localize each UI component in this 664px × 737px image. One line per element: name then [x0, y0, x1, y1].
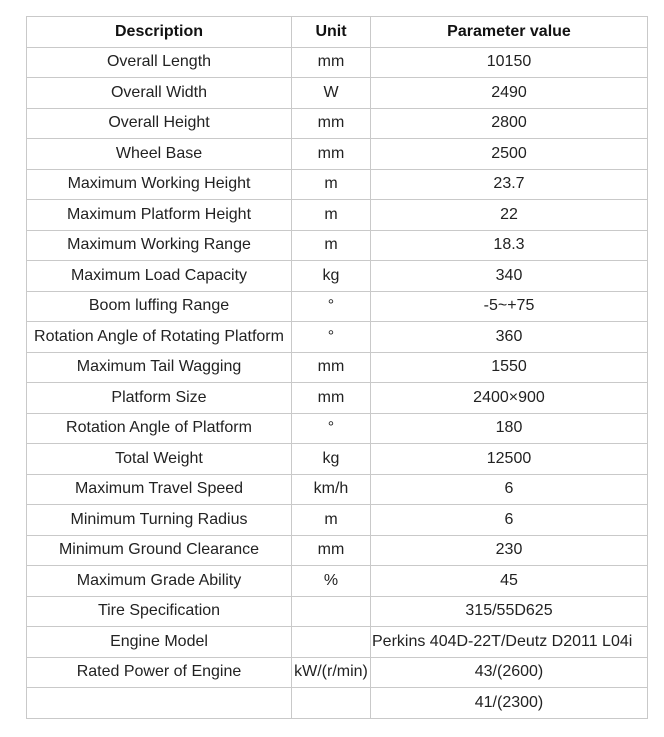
unit-cell: mm	[292, 535, 371, 566]
unit-cell: °	[292, 291, 371, 322]
description-cell: Total Weight	[27, 444, 292, 475]
table-row	[27, 322, 648, 353]
table-row	[27, 383, 648, 414]
value-cell: 2400×900	[371, 383, 648, 414]
table-header-row	[27, 17, 648, 48]
value-cell: 230	[371, 535, 648, 566]
value-cell: 43/(2600)	[371, 657, 648, 688]
value-cell: 12500	[371, 444, 648, 475]
unit-cell: km/h	[292, 474, 371, 505]
description-cell: Maximum Load Capacity	[27, 261, 292, 292]
table-row	[27, 108, 648, 139]
unit-cell: mm	[292, 108, 371, 139]
description-cell: Platform Size	[27, 383, 292, 414]
unit-cell: °	[292, 322, 371, 353]
description-cell: Maximum Travel Speed	[27, 474, 292, 505]
value-cell: 340	[371, 261, 648, 292]
unit-cell: m	[292, 169, 371, 200]
table-row	[27, 352, 648, 383]
unit-cell: m	[292, 505, 371, 536]
spec-table	[26, 16, 648, 719]
description-cell: Maximum Working Height	[27, 169, 292, 200]
unit-cell: mm	[292, 383, 371, 414]
table-row	[27, 200, 648, 231]
value-cell: 23.7	[371, 169, 648, 200]
value-cell: 180	[371, 413, 648, 444]
description-cell: Overall Length	[27, 47, 292, 78]
table-row	[27, 505, 648, 536]
unit-cell: °	[292, 413, 371, 444]
unit-cell: kW/(r/min)	[292, 657, 371, 688]
unit-cell: %	[292, 566, 371, 597]
description-cell: Maximum Grade Ability	[27, 566, 292, 597]
unit-cell: kg	[292, 261, 371, 292]
table-row	[27, 566, 648, 597]
unit-cell: m	[292, 230, 371, 261]
value-cell: 2500	[371, 139, 648, 170]
value-cell: 22	[371, 200, 648, 231]
unit-cell: kg	[292, 444, 371, 475]
table-row	[27, 657, 648, 688]
unit-cell: mm	[292, 139, 371, 170]
value-cell: 1550	[371, 352, 648, 383]
unit-cell: m	[292, 200, 371, 231]
description-cell: Maximum Working Range	[27, 230, 292, 261]
header-parameter-value: Parameter value	[371, 17, 648, 48]
unit-cell: mm	[292, 352, 371, 383]
table-row	[27, 47, 648, 78]
unit-cell: mm	[292, 47, 371, 78]
header-description: Description	[27, 17, 292, 48]
value-cell: 18.3	[371, 230, 648, 261]
table-row	[27, 169, 648, 200]
value-cell: 2490	[371, 78, 648, 109]
table-row	[27, 261, 648, 292]
table-row	[27, 535, 648, 566]
value-cell: -5~+75	[371, 291, 648, 322]
value-cell: 6	[371, 474, 648, 505]
description-cell: Rotation Angle of Platform	[27, 413, 292, 444]
table-row	[27, 139, 648, 170]
description-cell: Maximum Platform Height	[27, 200, 292, 231]
description-cell: Overall Width	[27, 78, 292, 109]
value-cell: 6	[371, 505, 648, 536]
table-row	[27, 78, 648, 109]
value-cell: 2800	[371, 108, 648, 139]
description-cell: Tire Specification	[27, 596, 292, 627]
table-row	[27, 688, 648, 719]
table-row	[27, 596, 648, 627]
description-cell	[27, 688, 292, 719]
table-row	[27, 627, 648, 658]
description-cell: Overall Height	[27, 108, 292, 139]
description-cell: Minimum Ground Clearance	[27, 535, 292, 566]
spec-table-container	[26, 16, 647, 719]
description-cell: Wheel Base	[27, 139, 292, 170]
unit-cell	[292, 688, 371, 719]
unit-cell	[292, 596, 371, 627]
description-cell: Maximum Tail Wagging	[27, 352, 292, 383]
value-cell: 45	[371, 566, 648, 597]
description-cell: Engine Model	[27, 627, 292, 658]
value-cell: Perkins 404D-22T/Deutz D2011 L04i	[371, 627, 648, 658]
description-cell: Rated Power of Engine	[27, 657, 292, 688]
table-row	[27, 474, 648, 505]
value-cell: 360	[371, 322, 648, 353]
table-row	[27, 413, 648, 444]
table-row	[27, 230, 648, 261]
table-row	[27, 444, 648, 475]
description-cell: Minimum Turning Radius	[27, 505, 292, 536]
description-cell: Rotation Angle of Rotating Platform	[27, 322, 292, 353]
value-cell: 10150	[371, 47, 648, 78]
table-row	[27, 291, 648, 322]
header-unit: Unit	[292, 17, 371, 48]
value-cell: 41/(2300)	[371, 688, 648, 719]
value-cell: 315/55D625	[371, 596, 648, 627]
unit-cell: W	[292, 78, 371, 109]
description-cell: Boom luffing Range	[27, 291, 292, 322]
unit-cell	[292, 627, 371, 658]
